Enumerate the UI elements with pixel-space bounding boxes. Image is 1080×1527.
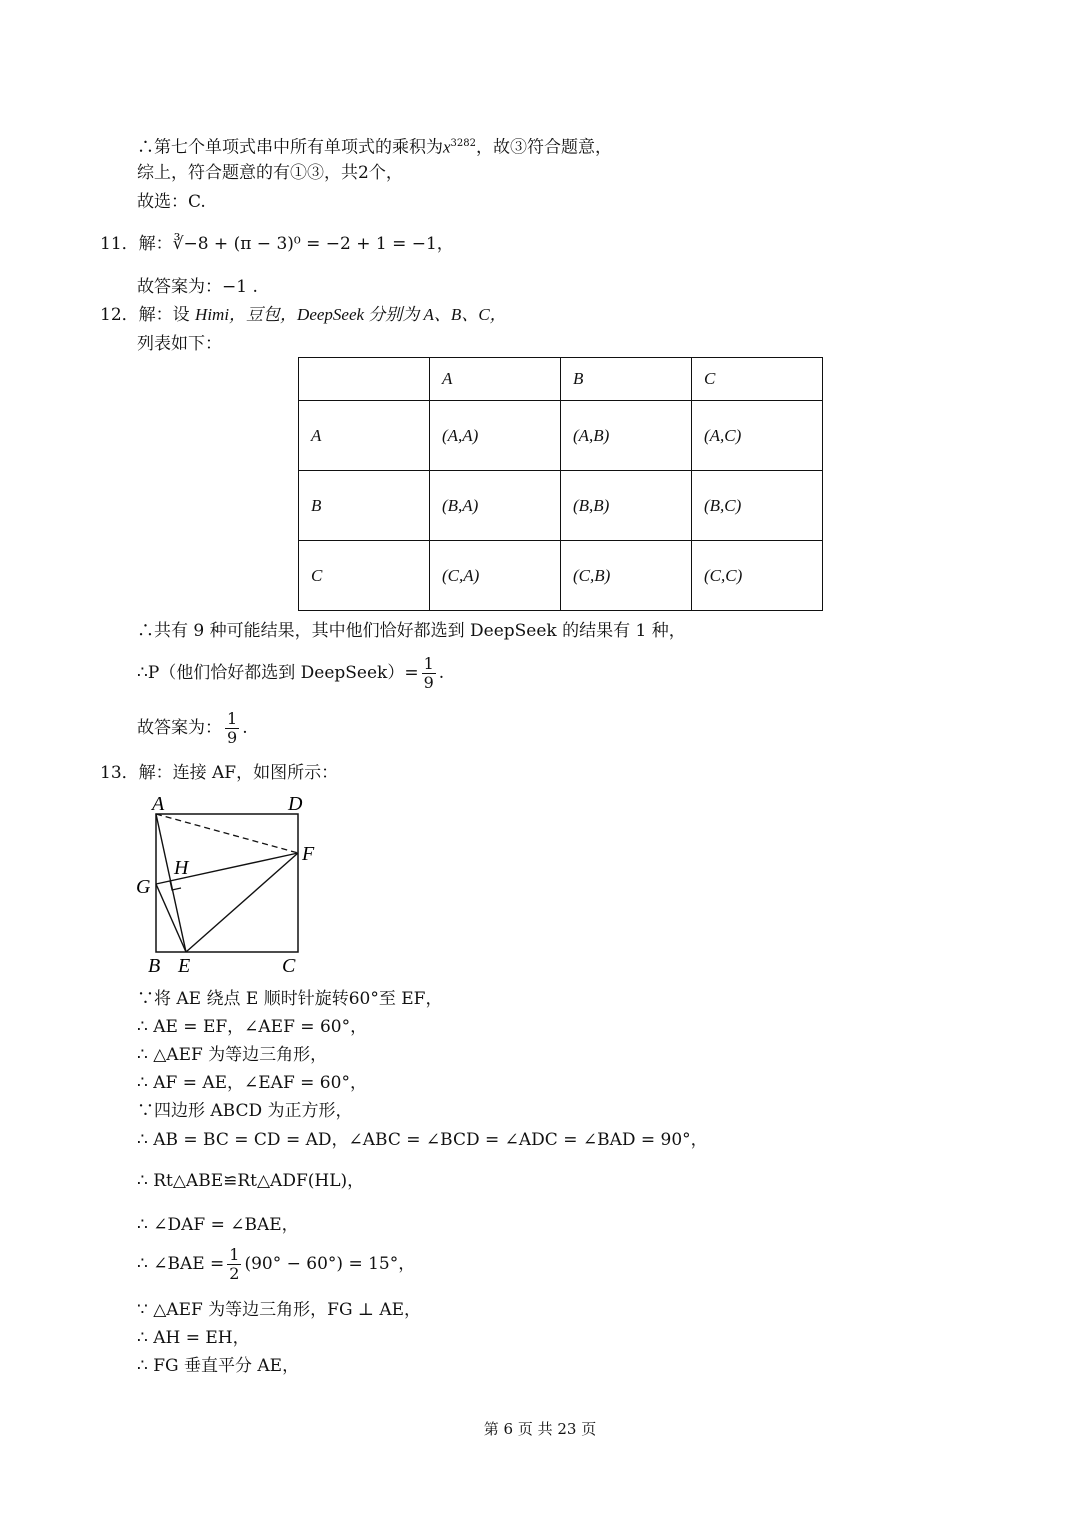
label-g: G [136, 876, 151, 898]
denominator: 2 [229, 1264, 240, 1283]
label-h: H [174, 857, 189, 879]
table-header-row [299, 358, 823, 401]
question-number: 12．解：设 [100, 305, 190, 325]
table-cell: (B,A) [430, 471, 561, 541]
proof-step: ∴ FG 垂直平分 AE， [137, 1356, 300, 1376]
question-12 [100, 304, 507, 326]
line-text: ∴P（他们恰好都选到 DeepSeek）= [137, 663, 419, 683]
numerator: 1 [227, 709, 238, 728]
segment-ef [186, 853, 298, 952]
line-text: (90° − 60°) = 15°， [244, 1254, 416, 1274]
fraction [225, 710, 239, 747]
table-cell: B [561, 358, 692, 401]
proof-step: ∵四边形 ABCD 为正方形， [137, 1101, 353, 1121]
label-f: F [302, 843, 315, 865]
fraction [422, 655, 436, 692]
label-d: D [288, 793, 303, 815]
line-text: ∴第七个单项式串中所有单项式的乘积为 [137, 137, 443, 158]
text-line [137, 133, 612, 159]
variable: x [443, 137, 451, 157]
outcome-table [298, 357, 823, 611]
line-text: ，故③符合题意， [476, 137, 612, 158]
numerator: 1 [229, 1245, 240, 1264]
table-cell: (C,B) [561, 541, 692, 611]
label-a: A [152, 793, 165, 815]
fraction [227, 1246, 241, 1283]
table-cell: C [299, 541, 430, 611]
table-cell: (A,C) [692, 401, 823, 471]
label-b: B [148, 955, 161, 977]
proof-step [137, 1246, 415, 1286]
question-11 [100, 233, 454, 255]
question-13: 13．解：连接 AF，如图所示： [100, 763, 339, 783]
text-line: 列表如下： [137, 334, 222, 354]
table-cell: A [299, 401, 430, 471]
proof-step: ∴ △AEF 为等边三角形， [137, 1045, 328, 1065]
proof-step: ∴ Rt△ABE≌Rt△ADF(HL)， [137, 1171, 365, 1191]
label-e: E [178, 955, 191, 977]
table-row [299, 541, 823, 611]
denominator: 9 [227, 728, 238, 747]
table-cell: (C,C) [692, 541, 823, 611]
segment-ge [156, 884, 186, 952]
table-cell: B [299, 471, 430, 541]
answer-line: 故答案为： $\frac{1}{9}$ . [137, 709, 248, 747]
label-c: C [282, 955, 296, 977]
table-cell: (B,B) [561, 471, 692, 541]
proof-step: ∵ △AEF 为等边三角形，FG ⊥ AE， [137, 1300, 422, 1320]
text-line: ∴共有 9 种可能结果，其中他们恰好都选到 DeepSeek 的结果有 1 种， [137, 621, 686, 641]
proof-step: ∴ AE = EF，∠AEF = 60°， [137, 1017, 368, 1037]
question-text: Himi，豆包，DeepSeek 分别为 A、B、C， [195, 305, 507, 324]
table-cell [299, 358, 430, 401]
math-expression: ∛−8 + (π − 3)⁰ = −2 + 1 = −1， [172, 234, 454, 254]
numerator: 1 [423, 654, 434, 673]
question-number: 11．解： [100, 234, 173, 254]
denominator: 9 [423, 673, 434, 692]
proof-step: ∴ ∠DAF = ∠BAE， [137, 1215, 299, 1235]
table-cell: (A,B) [561, 401, 692, 471]
answer-line: 故答案为：−1 . [137, 277, 258, 297]
proof-step: ∴ AB = BC = CD = AD，∠ABC = ∠BCD = ∠ADC = ∠BAD = 90°， [137, 1130, 708, 1150]
text-line: 综上，符合题意的有①③，共2个， [137, 163, 403, 183]
table-cell: (A,A) [430, 401, 561, 471]
geometry-figure [130, 790, 330, 980]
text-line: 故选：C. [137, 192, 206, 212]
line-text: ∴ ∠BAE = [137, 1254, 225, 1274]
table-row [299, 401, 823, 471]
line-text: 故答案为： [137, 718, 222, 738]
proof-step: ∴ AF = AE，∠EAF = 60°， [137, 1073, 367, 1093]
dashed-af [156, 814, 298, 853]
page-footer: 第 6 页 共 23 页 [483, 1420, 597, 1438]
table-cell: (C,A) [430, 541, 561, 611]
table-cell: C [692, 358, 823, 401]
table-cell: (B,C) [692, 471, 823, 541]
exponent: 3282 [450, 138, 476, 149]
proof-step: ∵将 AE 绕点 E 顺时针旋转60°至 EF， [137, 989, 443, 1009]
proof-step: ∴ AH = EH， [137, 1328, 250, 1348]
table-cell: A [430, 358, 561, 401]
probability-line: ∴P（他们恰好都选到 DeepSeek）= $\frac{1}{9}$ . [137, 654, 445, 692]
table-row [299, 471, 823, 541]
